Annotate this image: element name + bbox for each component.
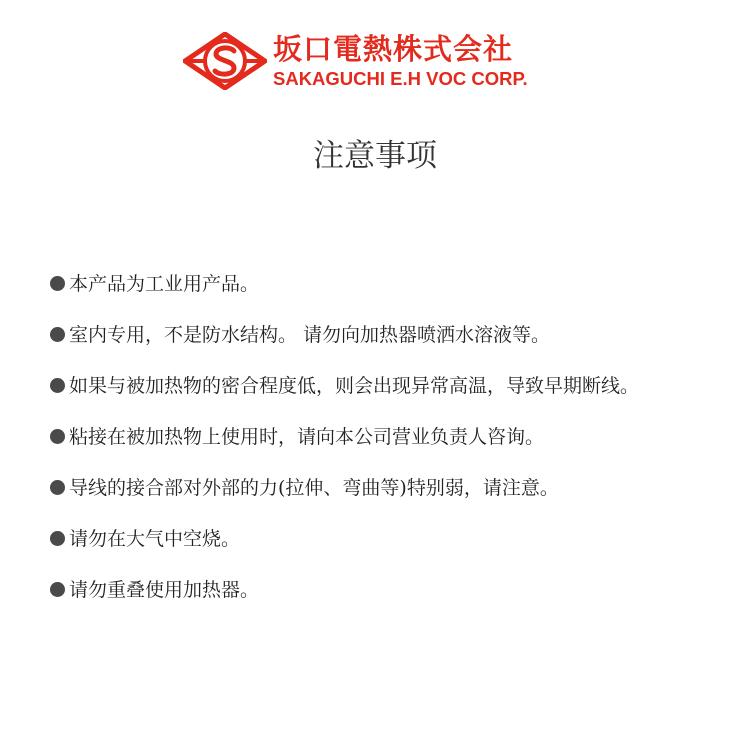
company-name-jp: 坂口電熱株式会社 bbox=[273, 32, 514, 66]
notice-text: 请勿在大气中空烧。 bbox=[69, 527, 241, 550]
bullet-icon bbox=[50, 480, 65, 495]
bullet-icon bbox=[50, 276, 65, 291]
company-name-en: SAKAGUCHI E.H VOC CORP. bbox=[273, 68, 528, 89]
sakaguchi-logo-icon bbox=[183, 32, 267, 90]
bullet-icon bbox=[50, 429, 65, 444]
list-item bbox=[50, 360, 639, 411]
notice-text: 导线的接合部对外部的力(拉伸、弯曲等)特别弱，请注意。 bbox=[69, 476, 559, 499]
bullet-icon bbox=[50, 582, 65, 597]
list-item bbox=[50, 462, 639, 513]
list-item bbox=[50, 411, 639, 462]
notice-text: 本产品为工业用产品。 bbox=[69, 272, 260, 295]
notice-text: 室内专用，不是防水结构。 请勿向加热器喷洒水溶液等。 bbox=[69, 323, 551, 346]
list-item bbox=[50, 309, 639, 360]
notice-text: 如果与被加热物的密合程度低，则会出现异常高温，导致早期断线。 bbox=[69, 374, 640, 397]
list-item bbox=[50, 564, 639, 615]
page-title: 注意事项 bbox=[313, 138, 437, 174]
notice-text: 请勿重叠使用加热器。 bbox=[69, 578, 260, 601]
list-item bbox=[50, 258, 639, 309]
bullet-icon bbox=[50, 531, 65, 546]
company-logo bbox=[183, 30, 573, 94]
bullet-icon bbox=[50, 327, 65, 342]
notice-list bbox=[50, 258, 639, 615]
bullet-icon bbox=[50, 378, 65, 393]
notice-text: 粘接在被加热物上使用时，请向本公司营业负责人咨询。 bbox=[69, 425, 545, 448]
list-item bbox=[50, 513, 639, 564]
